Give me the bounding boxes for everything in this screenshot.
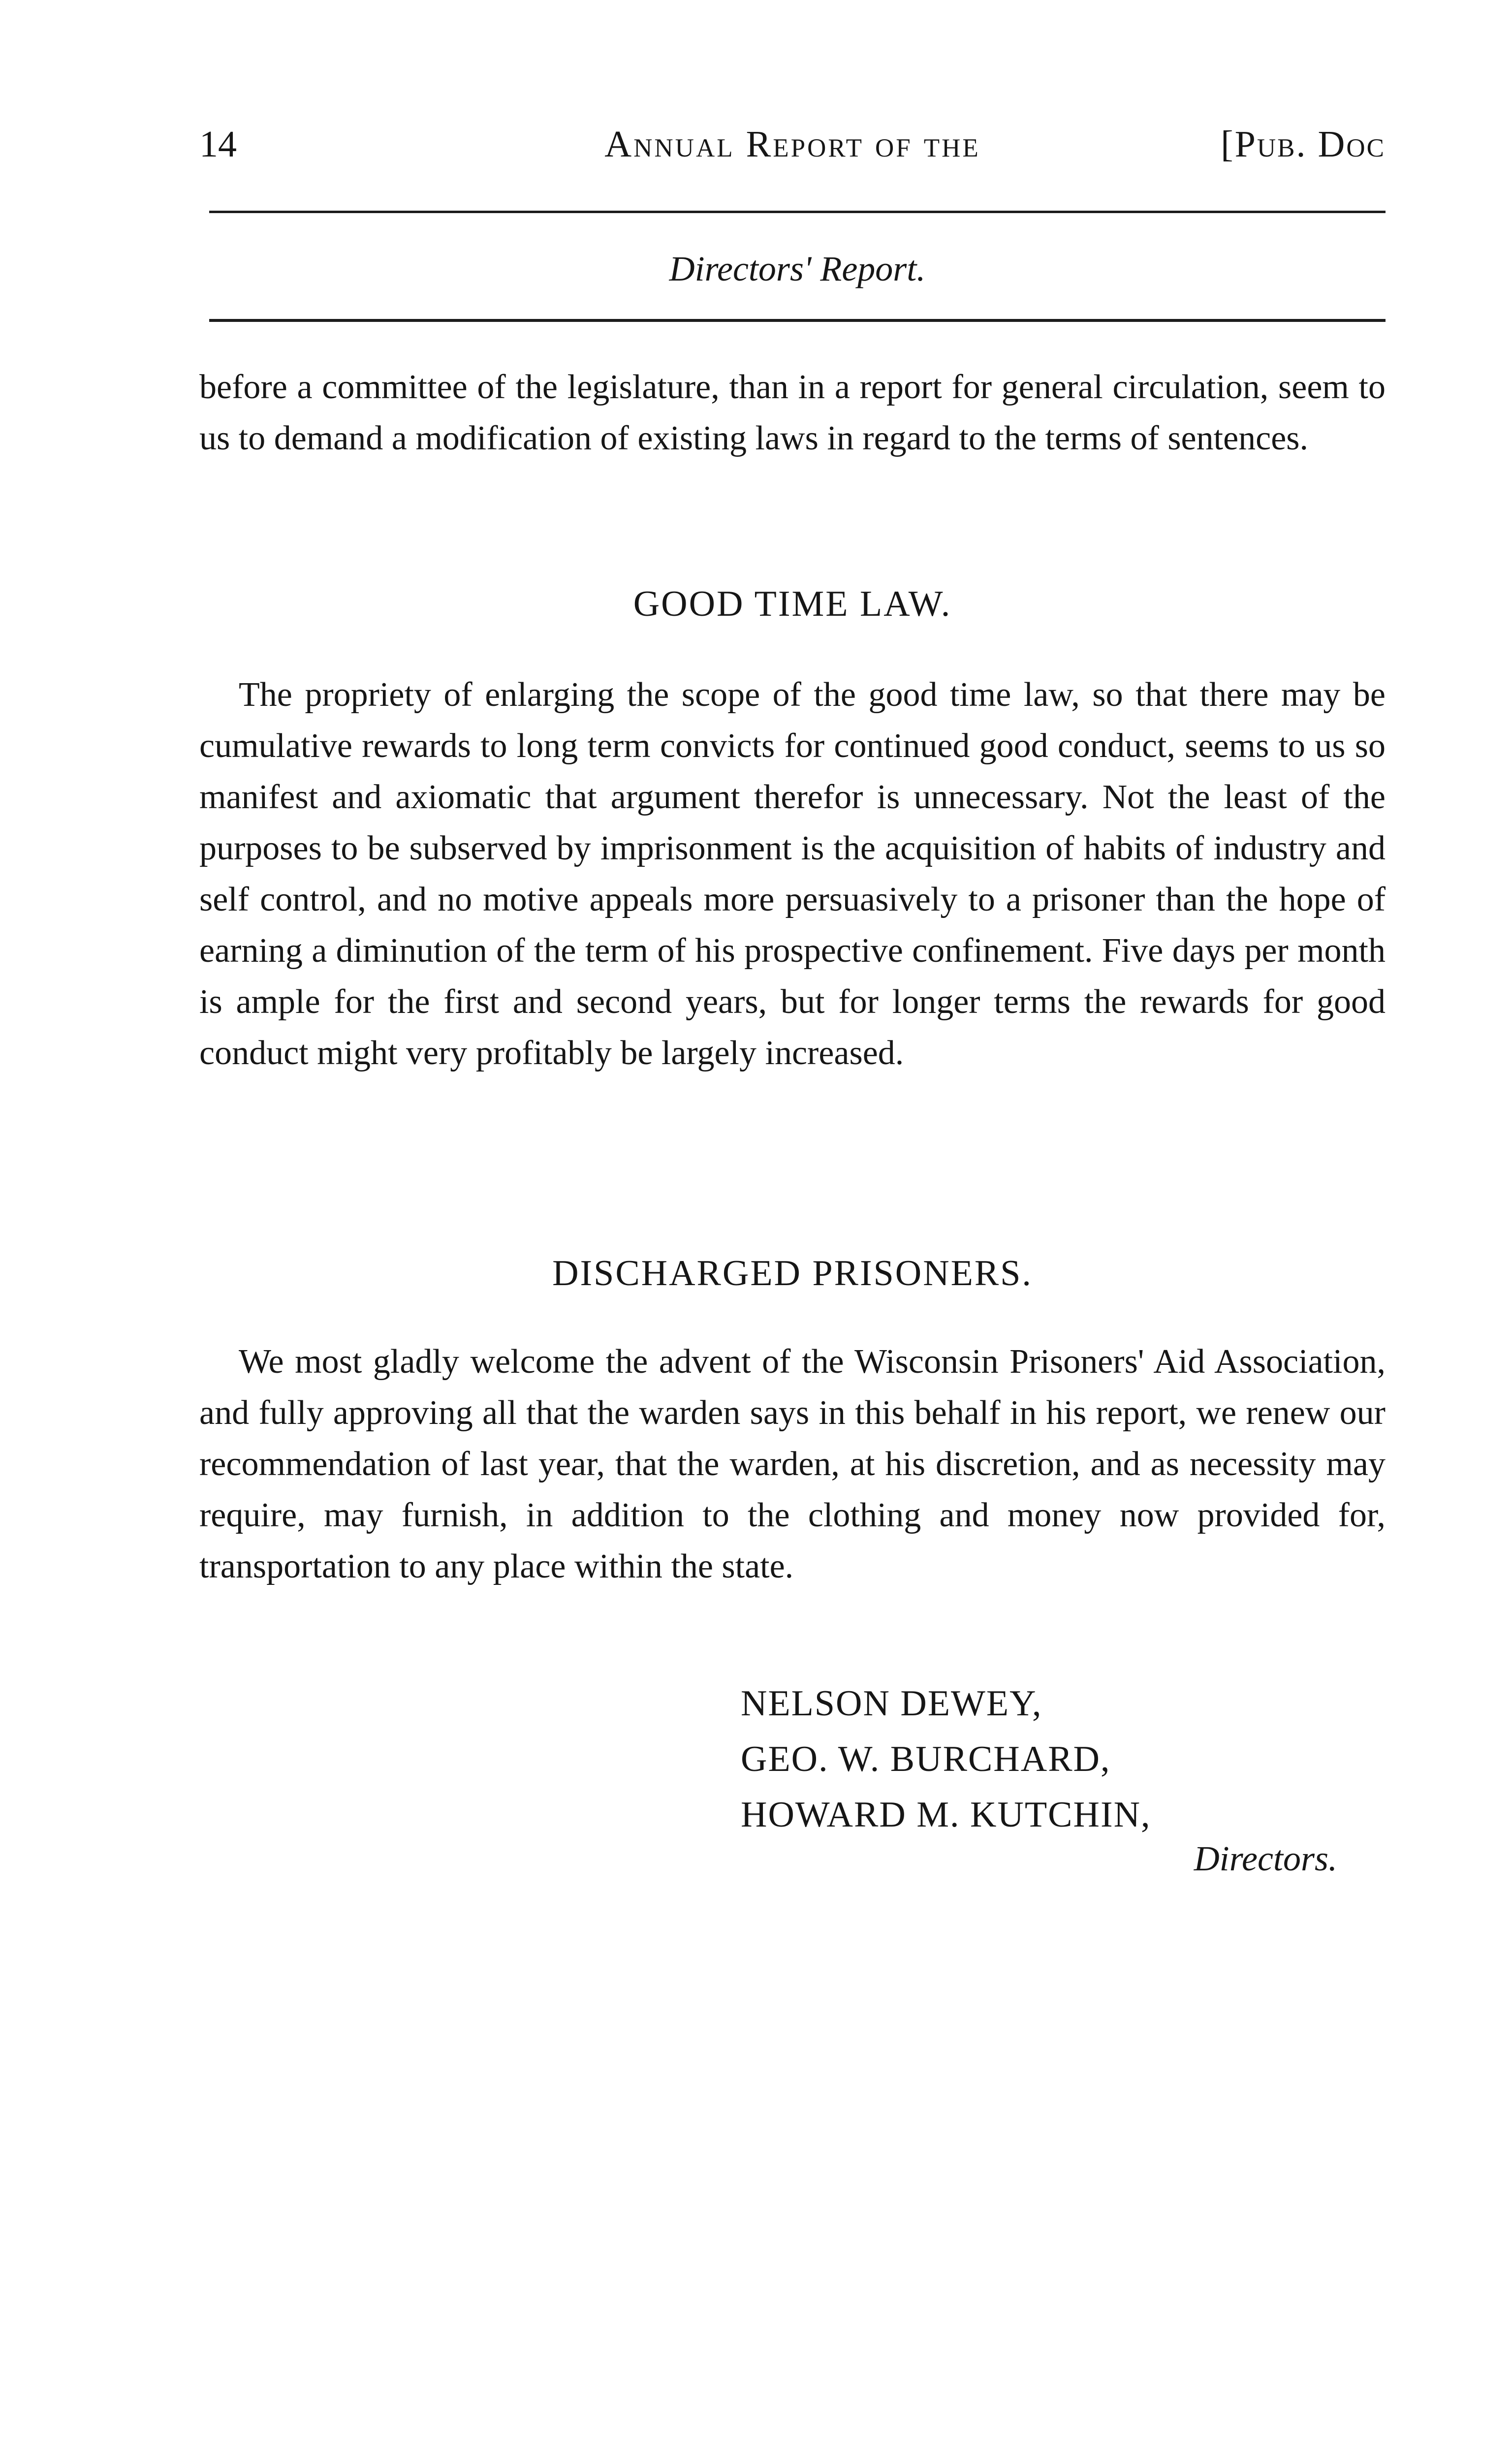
- publication-doc-label: [Pub. Doc: [1221, 124, 1386, 165]
- header-rule-top: [209, 211, 1386, 213]
- discharged-prisoners-paragraph: We most gladly welcome the advent of the Wisconsin Prisoners' Aid Association, and fully approving all that the warden says in this behalf in his report, we renew our recommendation of last year, that the warden, at his discretion, and as necessity may require, may furnish, in addition to the clothing and money now provided for, transportation to any place within the state.: [199, 1343, 1386, 1585]
- page-number: 14: [199, 124, 237, 165]
- good-time-law-paragraph: The propriety of enlarging the scope of the good time law, so that there may be cumulative rewards to long term convicts for continued good conduct, seems to us so manifest and axiomatic that argument therefor is unnecessary. Not the least of the purposes to be subserved by imprisonment is the acquisition of habits of industry and self control, and no motive appeals more persuasively to a prisoner than the hope of earning a diminution of the term of his prospective confinement. Five days per month is ample for the first and second years, but for longer terms the rewards for good conduct might very profitably be largely increased.: [199, 676, 1386, 1072]
- good-time-law-section: [199, 669, 1386, 1079]
- good-time-law-heading: GOOD TIME LAW.: [633, 584, 952, 624]
- continuation-paragraph: [199, 362, 1386, 464]
- directors-title: Directors.: [1194, 1839, 1337, 1878]
- discharged-prisoners-heading: DISCHARGED PRISONERS.: [552, 1253, 1033, 1294]
- discharged-prisoners-section: [199, 1336, 1386, 1592]
- signatory-name: GEO. W. BURCHARD,: [741, 1739, 1111, 1779]
- running-title: Annual Report of the: [604, 124, 980, 165]
- signatory-name: HOWARD M. KUTCHIN,: [741, 1795, 1151, 1835]
- section-title: Directors' Report.: [669, 249, 926, 288]
- running-header: [199, 123, 1386, 167]
- continuation-text: before a committee of the legislature, than in a report for general circulation, seem to us to demand a modification of existing laws in regard to the terms of sentences.: [199, 368, 1386, 457]
- signatory-name: NELSON DEWEY,: [741, 1683, 1042, 1724]
- header-rule-bottom: [209, 319, 1386, 322]
- signature-block: [741, 1676, 1151, 1843]
